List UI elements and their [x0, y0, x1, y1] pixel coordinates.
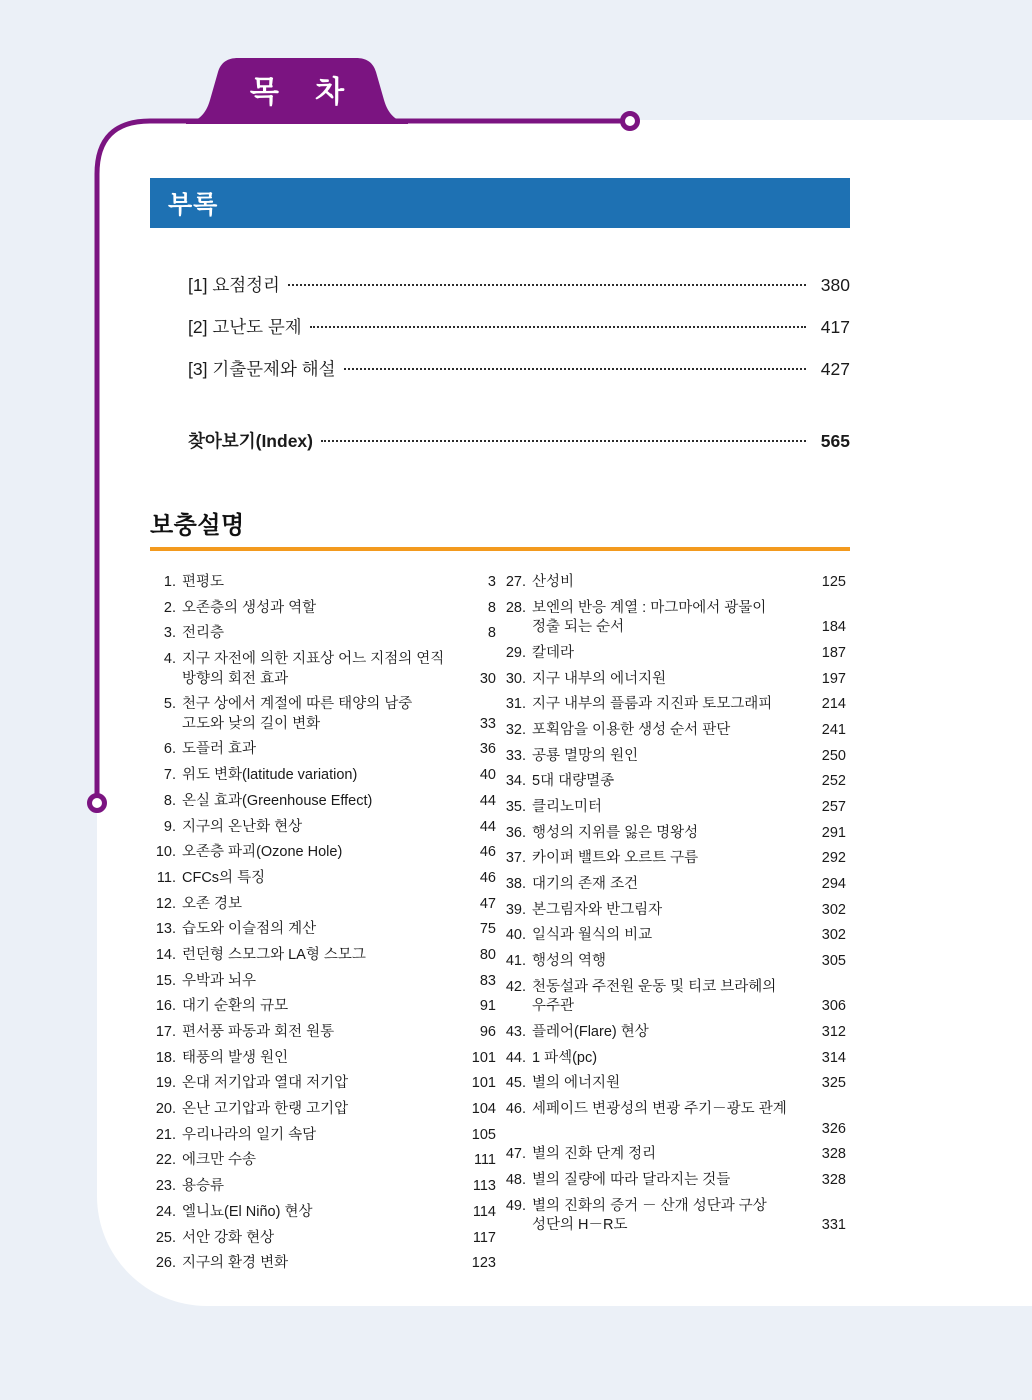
- supplement-item-title: 습도와 이슬점의 계산: [182, 921, 317, 938]
- supplement-item-page: 214: [821, 696, 846, 713]
- supplement-item-page: 104: [471, 1101, 496, 1118]
- supplement-item-number: 6.: [163, 741, 176, 758]
- supplement-item[interactable]: [150, 599, 500, 619]
- supplement-item-title: 서안 강화 현상: [182, 1229, 275, 1246]
- supplement-item-body: [182, 624, 500, 644]
- supplement-item-number: 32.: [505, 721, 526, 738]
- supplement-item-number: 15.: [155, 972, 176, 989]
- supplement-item-page: 328: [821, 1146, 846, 1163]
- supplement-item[interactable]: [500, 978, 850, 1017]
- supplement-item-title: 행성의 지위를 잃은 명왕성: [532, 824, 699, 841]
- supplement-item[interactable]: [500, 1074, 850, 1094]
- supplement-section: [150, 505, 850, 1272]
- supplement-item-body: [532, 849, 850, 869]
- supplement-item[interactable]: [500, 1049, 850, 1069]
- supplement-item[interactable]: [500, 747, 850, 767]
- supplement-item-body: [532, 901, 850, 921]
- index-entry-page: 565: [820, 431, 850, 451]
- supplement-item-page: 292: [821, 850, 846, 867]
- supplement-item-body: [182, 818, 500, 838]
- supplement-item[interactable]: [150, 624, 500, 644]
- supplement-item-page: 250: [821, 747, 846, 764]
- supplement-item-number: 36.: [505, 824, 526, 841]
- supplement-item[interactable]: [150, 843, 500, 863]
- supplement-item-title: 런던형 스모그와 LA형 스모그: [182, 946, 366, 963]
- supplement-item-number: 38.: [505, 876, 526, 893]
- supplement-item[interactable]: [500, 849, 850, 869]
- supplement-item-title: 공룡 멸망의 원인: [532, 747, 639, 764]
- supplement-item-page: 91: [479, 998, 496, 1015]
- supplement-item[interactable]: [150, 920, 500, 940]
- supplement-item-body: [182, 792, 500, 812]
- supplement-item-title: 전리층: [182, 625, 225, 642]
- supplement-item-page: 30: [479, 670, 496, 687]
- supplement-item[interactable]: [500, 798, 850, 818]
- supplement-item[interactable]: [150, 792, 500, 812]
- supplement-item-number: 47.: [505, 1146, 526, 1163]
- supplement-item-number: 3.: [163, 625, 176, 642]
- supplement-item-page: 252: [821, 773, 846, 790]
- supplement-item-title: 온대 저기압과 열대 저기압: [182, 1075, 349, 1092]
- supplement-item[interactable]: [150, 1203, 500, 1223]
- supplement-item-number: 13.: [155, 921, 176, 938]
- supplement-item-body: [532, 798, 850, 818]
- toc-tab-title: 목 차: [249, 76, 359, 109]
- supplement-item-page: 36: [479, 741, 496, 758]
- supplement-item-title: 엘니뇨(El Niño) 현상: [182, 1203, 313, 1220]
- supplement-item-title: 용승류: [182, 1178, 225, 1195]
- supplement-item-title: 플레어(Flare) 현상: [532, 1024, 649, 1040]
- supplement-item-body: [182, 1100, 500, 1120]
- appendix-entry-label: [3] 기출문제와 해설: [188, 359, 336, 379]
- supplement-item-title: 행성의 역행: [532, 953, 607, 970]
- supplement-item[interactable]: [500, 695, 850, 715]
- supplement-item-title: 보엔의 반응 계열 : 마그마에서 광물이: [532, 599, 767, 616]
- supplement-item[interactable]: [500, 1197, 850, 1236]
- supplement-item-body: [182, 843, 500, 863]
- supplement-item-page: 46: [479, 869, 496, 886]
- supplement-item-page: 184: [821, 619, 846, 636]
- supplement-item-page: 101: [471, 1049, 496, 1066]
- supplement-item-title: 우리나라의 일기 속담: [182, 1126, 317, 1143]
- appendix-entry[interactable]: [188, 314, 850, 339]
- appendix-entry[interactable]: [188, 356, 850, 381]
- supplement-item[interactable]: [150, 650, 500, 689]
- supplement-item[interactable]: [150, 1177, 500, 1197]
- supplement-item-page: 305: [821, 953, 846, 970]
- supplement-item-page: 302: [821, 927, 846, 944]
- supplement-item-number: 27.: [505, 574, 526, 590]
- supplement-item-number: 16.: [155, 998, 176, 1015]
- supplement-item-title: 일식과 월식의 비교: [532, 927, 653, 944]
- supplement-item-number: 17.: [155, 1024, 176, 1040]
- supplement-item-body: [532, 721, 850, 741]
- dot-leader: [310, 326, 806, 328]
- supplement-item-page: 326: [821, 1120, 846, 1137]
- supplement-item-number: 45.: [505, 1075, 526, 1092]
- supplement-item-number: 1.: [163, 574, 176, 590]
- supplement-item-page: 96: [479, 1024, 496, 1040]
- supplement-item-body: [532, 1074, 850, 1094]
- supplement-item-page: 114: [472, 1203, 496, 1220]
- supplement-item-body: [532, 952, 850, 972]
- supplement-item-page: 125: [821, 574, 846, 590]
- supplement-item-page: 46: [479, 844, 496, 861]
- appendix-entry-page: 417: [820, 317, 850, 337]
- supplement-item-body: [532, 599, 850, 638]
- supplement-item-page: 101: [471, 1075, 496, 1092]
- supplement-item-title: 대기 순환의 규모: [182, 998, 289, 1015]
- supplement-item-body: [182, 1151, 500, 1171]
- supplement-item[interactable]: [150, 1049, 500, 1069]
- supplement-item-title-continued: 고도와 낮의 길이 변화: [182, 715, 321, 732]
- supplement-item-number: 25.: [155, 1229, 176, 1246]
- supplement-item-number: 18.: [155, 1049, 176, 1066]
- supplement-item-title: 태풍의 발생 원인: [182, 1049, 289, 1066]
- supplement-item-number: 12.: [155, 895, 176, 912]
- supplement-item[interactable]: [500, 901, 850, 921]
- supplement-item-body: [532, 695, 850, 715]
- supplement-item-page: 241: [821, 721, 846, 738]
- supplement-heading: 보충설명: [150, 512, 245, 539]
- index-entry[interactable]: [188, 428, 850, 453]
- supplement-item-number: 41.: [505, 953, 526, 970]
- supplement-item-number: 9.: [163, 818, 176, 835]
- supplement-item-title: 별의 진화의 증거 － 산개 성단과 구상: [532, 1197, 767, 1214]
- supplement-item-body: [182, 1177, 500, 1197]
- supplement-item-number: 24.: [155, 1203, 176, 1220]
- supplement-item-number: 20.: [155, 1101, 176, 1118]
- supplement-item-page: 44: [479, 792, 496, 809]
- supplement-item-body: [532, 1100, 850, 1139]
- supplement-item[interactable]: [150, 1126, 500, 1146]
- supplement-item-number: 40.: [505, 927, 526, 944]
- supplement-item-title: CFCs의 특징: [182, 869, 266, 886]
- supplement-item-page: 111: [473, 1152, 496, 1169]
- supplement-item-body: [182, 1254, 500, 1274]
- supplement-item-page: 257: [821, 799, 846, 815]
- supplement-item[interactable]: [150, 997, 500, 1017]
- supplement-item-title: 포획암을 이용한 생성 순서 판단: [532, 721, 731, 738]
- supplement-item-title: 카이퍼 밸트와 오르트 구름: [532, 850, 699, 867]
- supplement-item-title: 별의 진화 단계 정리: [532, 1146, 657, 1163]
- index-entry-label: 찾아보기(Index): [188, 431, 313, 451]
- appendix-entry-label: [2] 고난도 문제: [188, 317, 302, 337]
- supplement-item-number: 30.: [505, 670, 526, 687]
- supplement-item-title: 오존 경보: [182, 895, 243, 912]
- supplement-item[interactable]: [150, 818, 500, 838]
- supplement-item-title: 오존층 파괴(Ozone Hole): [182, 844, 343, 861]
- supplement-item[interactable]: [150, 1074, 500, 1094]
- supplement-item[interactable]: [500, 1145, 850, 1165]
- supplement-item-body: [182, 920, 500, 940]
- supplement-right-column: [500, 573, 850, 1280]
- supplement-columns: [150, 573, 850, 1280]
- supplement-item[interactable]: [150, 1151, 500, 1171]
- supplement-item-title: 지구 자전에 의한 지표상 어느 지점의 연직: [182, 651, 445, 668]
- supplement-item-number: 37.: [505, 850, 526, 867]
- supplement-item-body: [532, 747, 850, 767]
- supplement-item-page: 306: [821, 998, 846, 1015]
- supplement-item[interactable]: [500, 670, 850, 690]
- supplement-item-page: 33: [479, 715, 496, 732]
- supplement-item-body: [532, 824, 850, 844]
- supplement-item[interactable]: [500, 952, 850, 972]
- supplement-item-page: 123: [471, 1255, 496, 1272]
- supplement-item-number: 28.: [505, 599, 526, 616]
- supplement-item[interactable]: [500, 573, 850, 593]
- supplement-item-number: 19.: [155, 1075, 176, 1092]
- supplement-item-number: 42.: [505, 978, 526, 995]
- supplement-item[interactable]: [500, 644, 850, 664]
- supplement-item-body: [532, 1171, 850, 1191]
- supplement-item-number: 5.: [163, 696, 176, 713]
- supplement-item[interactable]: [500, 824, 850, 844]
- supplement-item-page: 44: [479, 818, 496, 835]
- supplement-item-title: 산성비: [532, 574, 575, 590]
- supplement-item-number: 33.: [505, 747, 526, 764]
- appendix-entry-list: [150, 272, 850, 453]
- supplement-item-body: [182, 1203, 500, 1223]
- supplement-item-title: 온실 효과(Greenhouse Effect): [182, 792, 373, 809]
- supplement-item-body: [182, 869, 500, 889]
- supplement-item-title: 에크만 수송: [182, 1152, 257, 1169]
- supplement-item-body: [182, 695, 500, 734]
- supplement-item-page: 113: [472, 1178, 496, 1195]
- supplement-item-title: 도플러 효과: [182, 741, 257, 758]
- supplement-item-body: [182, 1074, 500, 1094]
- supplement-item-number: 10.: [155, 844, 176, 861]
- supplement-item-title: 오존층의 생성과 역할: [182, 599, 317, 616]
- supplement-item-number: 8.: [163, 792, 176, 809]
- supplement-item-title: 본그림자와 반그림자: [532, 901, 663, 918]
- supplement-item-number: 11.: [156, 869, 176, 886]
- supplement-item-page: 328: [821, 1171, 846, 1188]
- appendix-heading-text: 부록: [168, 191, 219, 219]
- supplement-item-page: 294: [821, 876, 846, 893]
- supplement-item-number: 22.: [155, 1152, 176, 1169]
- supplement-item[interactable]: [150, 895, 500, 915]
- supplement-item-title: 지구 내부의 플룸과 지진파 토모그래피: [532, 696, 773, 713]
- supplement-item-title: 편평도: [182, 574, 225, 590]
- supplement-item[interactable]: [150, 1254, 500, 1274]
- supplement-item[interactable]: [500, 926, 850, 946]
- supplement-item-body: [532, 1023, 850, 1043]
- supplement-item-body: [532, 978, 850, 1017]
- supplement-item-title: 클리노미터: [532, 799, 603, 815]
- supplement-item-number: 2.: [163, 599, 176, 616]
- supplement-item-title: 1 파섹(pc): [532, 1049, 598, 1066]
- supplement-item-page: 302: [821, 901, 846, 918]
- supplement-item-number: 46.: [505, 1101, 526, 1118]
- supplement-item-title-continued: 정출 되는 순서: [532, 619, 625, 636]
- supplement-item-number: 29.: [505, 644, 526, 661]
- supplement-item[interactable]: [150, 1229, 500, 1249]
- supplement-item-page: 331: [821, 1217, 846, 1234]
- supplement-item[interactable]: [500, 1171, 850, 1191]
- supplement-item[interactable]: [150, 766, 500, 786]
- supplement-item-body: [182, 1229, 500, 1249]
- supplement-item-number: 48.: [505, 1171, 526, 1188]
- supplement-item-page: 8: [487, 599, 496, 616]
- supplement-item-page: 75: [479, 921, 496, 938]
- supplement-item-body: [182, 740, 500, 760]
- supplement-item-body: [182, 1023, 500, 1043]
- supplement-item-title: 칼데라: [532, 644, 575, 661]
- supplement-item-page: 312: [821, 1024, 846, 1040]
- supplement-item[interactable]: [150, 869, 500, 889]
- appendix-entry-page: 427: [820, 359, 850, 379]
- supplement-item-number: 44.: [505, 1049, 526, 1066]
- supplement-item-body: [532, 573, 850, 593]
- supplement-item-body: [182, 997, 500, 1017]
- supplement-item-number: 43.: [505, 1024, 526, 1040]
- supplement-item-page: 47: [479, 895, 496, 912]
- supplement-item-title: 대기의 존재 조건: [532, 876, 639, 893]
- supplement-item-body: [182, 599, 500, 619]
- supplement-item-page: 83: [479, 972, 496, 989]
- supplement-item[interactable]: [500, 721, 850, 741]
- supplement-item-title: 우박과 뇌우: [182, 972, 257, 989]
- supplement-item[interactable]: [150, 740, 500, 760]
- supplement-item-page: 187: [821, 644, 846, 661]
- supplement-item-number: 23.: [155, 1178, 176, 1195]
- dot-leader: [288, 284, 806, 286]
- supplement-item[interactable]: [500, 1100, 850, 1139]
- appendix-entry[interactable]: [188, 272, 850, 297]
- supplement-item-page: 291: [821, 824, 846, 841]
- supplement-item-page: 80: [479, 946, 496, 963]
- supplement-item-title: 편서풍 파동과 회전 원통: [182, 1024, 335, 1040]
- supplement-item[interactable]: [150, 1100, 500, 1120]
- supplement-item-title: 지구 내부의 에너지원: [532, 670, 667, 687]
- supplement-item-body: [532, 670, 850, 690]
- supplement-item-number: 31.: [505, 696, 526, 713]
- supplement-left-column: [150, 573, 500, 1280]
- supplement-item[interactable]: [500, 875, 850, 895]
- supplement-item-title: 세페이드 변광성의 변광 주기－광도 관계: [532, 1101, 787, 1118]
- supplement-item-body: [182, 946, 500, 966]
- supplement-item[interactable]: [150, 972, 500, 992]
- supplement-item-title: 지구의 환경 변화: [182, 1255, 289, 1272]
- supplement-item-number: 34.: [505, 773, 526, 790]
- supplement-item[interactable]: [150, 695, 500, 734]
- supplement-item-page: 8: [487, 625, 496, 642]
- supplement-item-page: 117: [472, 1229, 496, 1246]
- supplement-item-title: 5대 대량멸종: [532, 773, 615, 790]
- appendix-entry-page: 380: [820, 275, 850, 295]
- supplement-item-body: [532, 875, 850, 895]
- supplement-item-body: [182, 573, 500, 593]
- supplement-item[interactable]: [500, 772, 850, 792]
- supplement-item-body: [182, 766, 500, 786]
- supplement-item-body: [532, 1145, 850, 1165]
- supplement-item-title: 지구의 온난화 현상: [182, 818, 303, 835]
- supplement-item[interactable]: [150, 1023, 500, 1043]
- supplement-item-title: 별의 에너지원: [532, 1075, 621, 1092]
- supplement-item-body: [182, 895, 500, 915]
- supplement-item-body: [532, 1049, 850, 1069]
- supplement-item-title: 별의 질량에 따라 달라지는 것들: [532, 1171, 731, 1188]
- supplement-heading-rule: [150, 547, 850, 551]
- supplement-item-page: 40: [479, 767, 496, 784]
- supplement-item-number: 14.: [155, 946, 176, 963]
- appendix-entry-label: [1] 요점정리: [188, 275, 280, 295]
- supplement-item-page: 105: [471, 1126, 496, 1143]
- supplement-item-number: 49.: [505, 1197, 526, 1214]
- supplement-item-body: [532, 644, 850, 664]
- supplement-item-title: 온난 고기압과 한랭 고기압: [182, 1101, 349, 1118]
- supplement-item-body: [182, 972, 500, 992]
- supplement-item[interactable]: [500, 599, 850, 638]
- supplement-item-title: 천구 상에서 계절에 따른 태양의 남중: [182, 696, 413, 713]
- supplement-item-number: 21.: [155, 1126, 176, 1143]
- supplement-item-page: 325: [821, 1075, 846, 1092]
- supplement-item-page: 197: [821, 670, 846, 687]
- supplement-item-body: [532, 1197, 850, 1236]
- supplement-item-body: [182, 1049, 500, 1069]
- toc-tab: [186, 56, 408, 124]
- supplement-item-title: 천동설과 주전원 운동 및 티코 브라헤의: [532, 978, 777, 995]
- supplement-item-number: 39.: [505, 901, 526, 918]
- supplement-item-title: 위도 변화(latitude variation): [182, 767, 358, 784]
- supplement-item-body: [182, 650, 500, 689]
- appendix-section: [150, 178, 850, 470]
- supplement-item[interactable]: [150, 573, 500, 593]
- supplement-item-number: 35.: [505, 799, 526, 815]
- supplement-item-title-continued: 우주관: [532, 998, 575, 1015]
- supplement-item[interactable]: [500, 1023, 850, 1043]
- supplement-item-page: 3: [487, 574, 496, 590]
- supplement-item-number: 26.: [155, 1255, 176, 1272]
- supplement-item-body: [532, 772, 850, 792]
- supplement-item-number: 7.: [163, 767, 176, 784]
- supplement-item-title-continued: 성단의 H－R도: [532, 1217, 628, 1234]
- supplement-item[interactable]: [150, 946, 500, 966]
- supplement-item-body: [182, 1126, 500, 1146]
- supplement-item-page: 314: [821, 1049, 846, 1066]
- supplement-item-title-continued: 방향의 회전 효과: [182, 670, 289, 687]
- supplement-item-body: [532, 926, 850, 946]
- dot-leader: [344, 368, 806, 370]
- dot-leader: [321, 440, 806, 442]
- supplement-item-number: 4.: [163, 651, 176, 668]
- appendix-heading-bar: [150, 178, 850, 228]
